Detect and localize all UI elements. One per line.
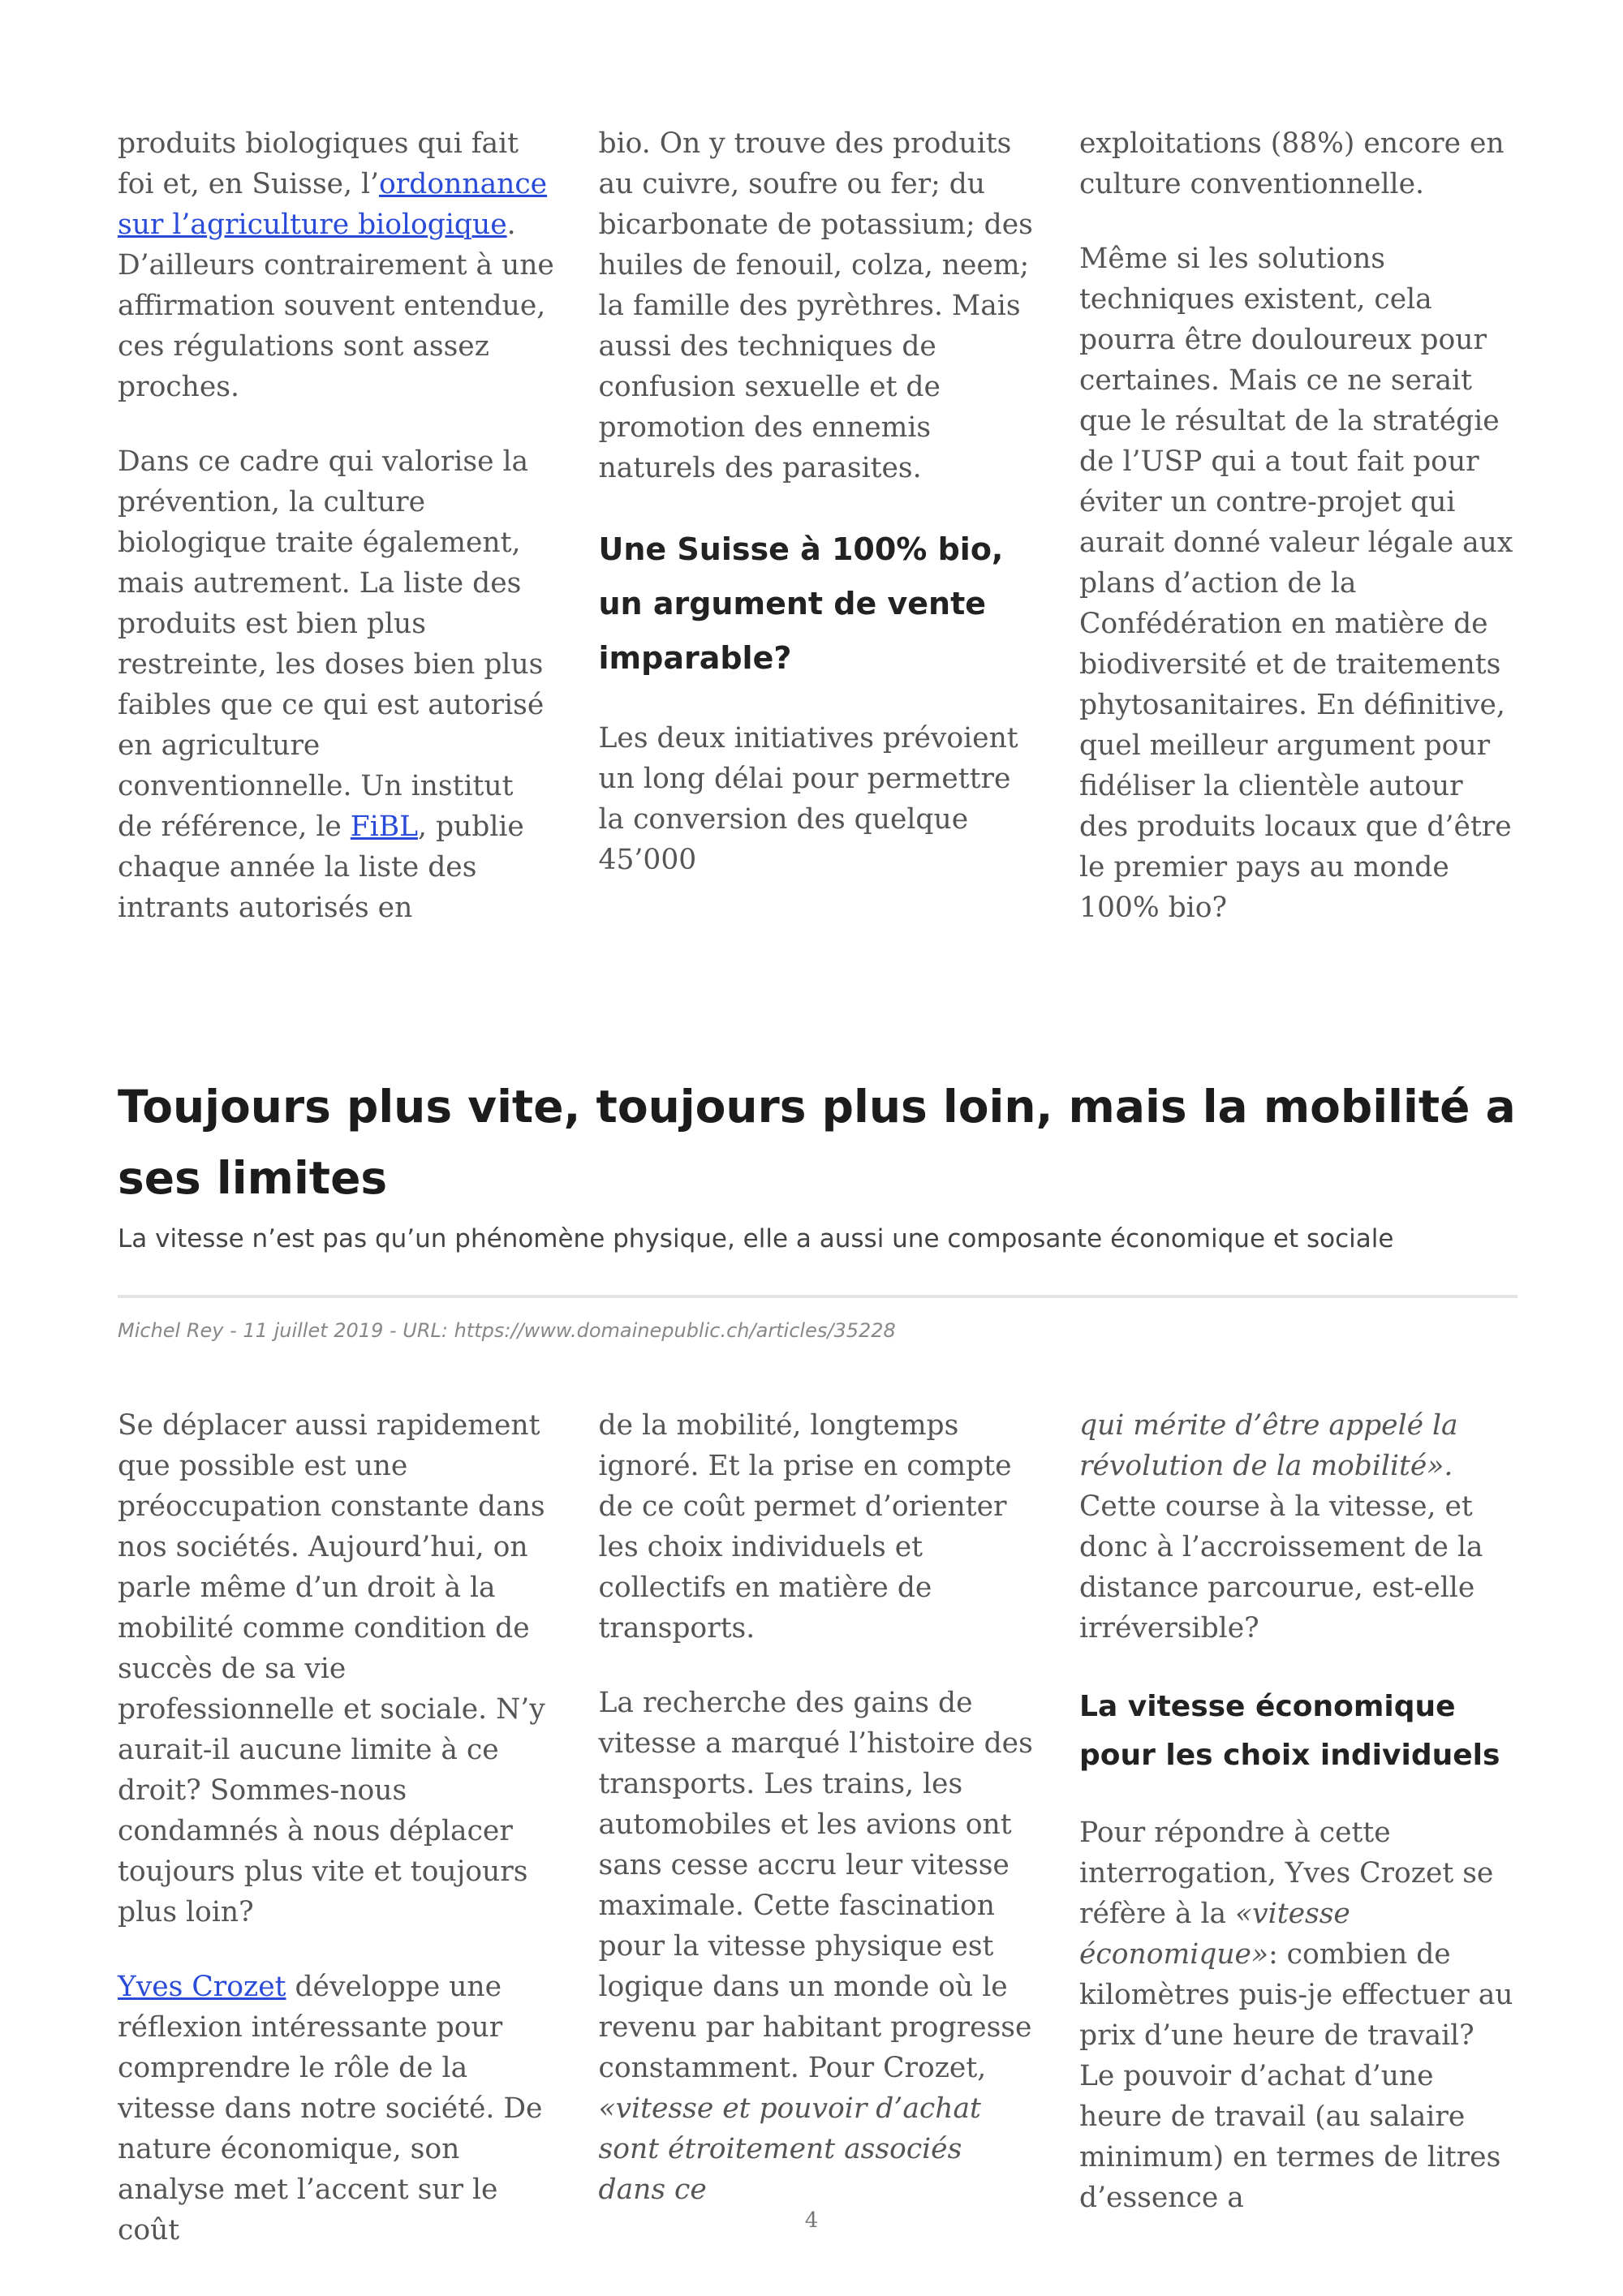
paragraph [1079,1812,1518,2218]
paragraph [118,123,556,407]
article-columns [118,1405,1518,2251]
column-2 [599,1405,1037,2251]
paragraph: Les deux initiatives prévoient un long délai pour permettre la conversion des quelque 45’000 [598,722,1018,876]
text: Dans ce cadre qui valorise la prévention, la culture biologique traite également, mais autrement. La liste des produits est bien plus restreinte, les doses bien plus faibles que ce qui est autorisé en agriculture conventionnelle. Un institut de référence, le [118,445,545,843]
column-3 [1079,123,1518,928]
paragraph: exploitations (88%) encore en culture conventionnelle. [1079,127,1505,200]
text: . D’ailleurs contrairement à une affirmation souvent entendue, ces régulations sont assez proches. [118,209,554,403]
column-3 [1079,1405,1518,2251]
column-1 [118,123,556,928]
paragraph: bio. On y trouve des produits au cuivre, soufre ou fer; du bicarbonate de potassium; des huiles de fenouil, colza, neem; la famille des pyrèthres. Mais aussi des techniques de confusion sexuelle et de promotion des ennemis naturels des parasites. [598,127,1033,484]
text: : combien de kilomètres puis-je effectuer au prix d’une heure de travail? Le pouvoir d’achat d’une heure de travail (au salaire minimum) en termes de litres d’essence a [1079,1938,1513,2214]
page-number: 4 [804,2208,819,2233]
quote: qui mérite d’être appelé la révolution de la mobilité». [1079,1409,1458,1482]
text: , publie chaque année la liste des intrants autorisés en [118,810,524,924]
paragraph [599,1683,1037,2210]
text: produits biologiques qui fait foi et, en Suisse, l’ [118,127,519,200]
section-heading: La vitesse économique pour les choix individuels [1079,1690,1500,1772]
text: Pour répondre à cette interrogation, Yves Crozet se réfère à la [1079,1817,1494,1930]
column-1 [118,1405,556,2251]
fibl-link[interactable]: FiBL [350,810,419,843]
ordonnance-link[interactable]: ordonnance sur l’agriculture biologique [118,168,548,241]
paragraph [118,441,556,928]
article-title: Toujours plus vite, toujours plus loin, mais la mobilité a ses limites [118,1081,1516,1204]
quote: «vitesse économique» [1079,1898,1350,1971]
quote: «vitesse et pouvoir d’achat sont étroitement associés dans ce [598,2092,981,2206]
column-2 [599,123,1037,928]
paragraph: Même si les solutions techniques existent, cela pourra être douloureux pour certaines. Mais ce ne serait que le résultat de la stratégie de l’USP qui a tout fait pour éviter un contre-projet qui aurait donné valeur légale aux plans d’action de la Confédération en matière de biodiversité et de traitements phytosanitaires. En définitive, quel meilleur argument pour fidéliser la clientèle autour des produits locaux que d’être le premier pays au monde 100% bio? [1079,243,1513,924]
previous-article-columns [118,123,1518,928]
paragraph [1079,1405,1518,1649]
paragraph: de la mobilité, longtemps ignoré. Et la prise en compte de ce coût permet d’orienter les choix individuels et collectifs en matière de transports. [598,1409,1012,1645]
article-meta: Michel Rey - 11 juillet 2019 - URL: https://www.domainepublic.ch/articles/35228 [118,1319,896,1342]
text: Cette course à la vitesse, et donc à l’accroissement de la distance parcourue, est-elle irréversible? [1079,1490,1483,1645]
paragraph: Se déplacer aussi rapidement que possible est une préoccupation constante dans nos sociétés. Aujourd’hui, on parle même d’un droit à la mobilité comme condition de succès de sa vie professionnelle et sociale. N’y aurait-il aucune limite à ce droit? Sommes-nous condamnés à nous déplacer toujours plus vite et toujours plus loin? [118,1409,545,1928]
header-divider [118,1295,1518,1298]
text: développe une réflexion intéressante pour comprendre le rôle de la vitesse dans notre société. De nature économique, son analyse met l’accent sur le coût [118,1971,543,2247]
text: La recherche des gains de vitesse a marqué l’histoire des transports. Les trains, les automobiles et les avions ont sans cesse accru leur vitesse maximale. Cette fascination pour la vitesse physique est logique dans un monde où le revenu par habitant progresse constamment. Pour Crozet, [598,1687,1033,2084]
yves-crozet-link[interactable]: Yves Crozet [118,1971,286,2003]
article-subtitle: La vitesse n’est pas qu’un phénomène physique, elle a aussi une composante économique et sociale [118,1224,1394,1253]
section-heading: Une Suisse à 100% bio, un argument de vente imparable? [598,531,1004,676]
